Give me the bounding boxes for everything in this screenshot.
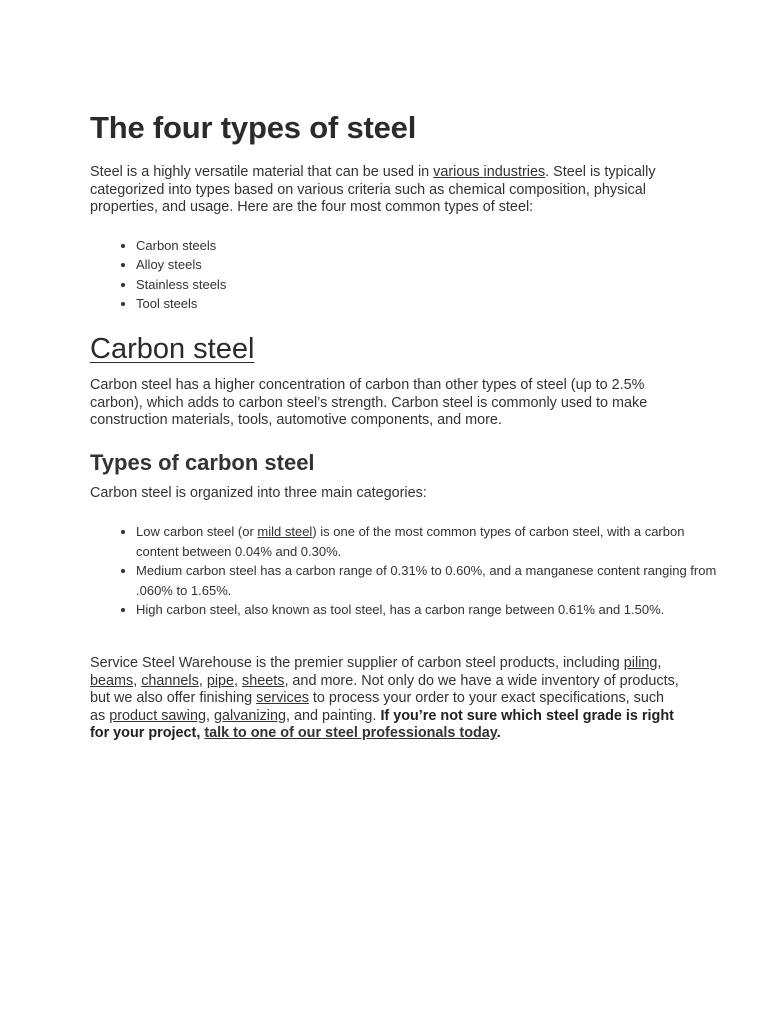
types-description: Carbon steel is organized into three main categories: bbox=[90, 485, 427, 501]
steel-types-list bbox=[90, 236, 226, 313]
list-item: • Tool steels bbox=[136, 294, 226, 313]
closing-text: to process your order to your exact specifications, such as bbox=[90, 690, 665, 724]
bold-text: If you’re not sure which steel grade is right for your project, bbox=[90, 707, 674, 741]
list-item-low-carbon bbox=[136, 522, 726, 561]
closing-text: , and more. Not only do we have a wide inventory of products, but we also offer finishing bbox=[90, 672, 679, 706]
talk-to-professionals-link[interactable]: talk to one of our steel professionals today bbox=[204, 725, 497, 741]
services-link[interactable]: services bbox=[256, 690, 309, 706]
separator: , bbox=[133, 672, 142, 689]
sheets-link[interactable]: sheets bbox=[242, 672, 285, 689]
period: . bbox=[496, 725, 501, 741]
channels-link[interactable]: channels bbox=[141, 672, 199, 689]
separator: , bbox=[198, 672, 207, 689]
various-industries-link[interactable]: various industries bbox=[433, 164, 546, 180]
closing-paragraph bbox=[90, 655, 680, 743]
closing-text: , and painting. bbox=[286, 707, 381, 724]
low-carbon-text-end: ) is one of the most common types of carbon steel, with a carbon content between 0.04% and 0.30%. bbox=[136, 524, 685, 559]
list-item-medium-carbon: • Medium carbon steel has a carbon range of 0.31% to 0.60%, and a manganese content ranging from .060% to 1.65%. bbox=[136, 561, 726, 600]
pipe-link[interactable]: pipe bbox=[206, 672, 235, 689]
list-item: • Alloy steels bbox=[136, 255, 226, 274]
types-of-carbon-steel-heading: Types of carbon steel bbox=[90, 450, 315, 475]
closing-text: Service Steel Warehouse is the premier supplier of carbon steel products, including bbox=[90, 655, 624, 671]
list-item: • Stainless steels bbox=[136, 275, 226, 294]
carbon-categories-list bbox=[90, 522, 726, 620]
mild-steel-link[interactable]: mild steel bbox=[257, 524, 313, 539]
beams-link[interactable]: beams bbox=[90, 672, 134, 689]
low-carbon-text: Low carbon steel (or bbox=[136, 524, 258, 539]
separator: , bbox=[234, 672, 243, 689]
separator: , bbox=[206, 707, 214, 724]
list-item-high-carbon: • High carbon steel, also known as tool steel, has a carbon range between 0.61% and 1.50%. bbox=[136, 600, 726, 620]
carbon-steel-description: Carbon steel has a higher concentration of carbon than other types of steel (up to 2.5% carbon), which adds to carbon steel’s strength. Carbon steel is commonly used to make construction materials, tools, automotive components, and more. bbox=[90, 377, 648, 428]
page-title: The four types of steel bbox=[90, 110, 417, 145]
piling-link[interactable]: piling bbox=[623, 655, 658, 671]
product-sawing-link[interactable]: product sawing bbox=[109, 707, 206, 724]
galvanizing-link[interactable]: galvanizing bbox=[214, 707, 287, 724]
list-item: • Carbon steels bbox=[136, 236, 226, 255]
separator: , bbox=[657, 655, 662, 671]
intro-text-end: . Steel is typically categorized into types based on various criteria such as chemical composition, physical properties, and usage. Here are the four most common types of steel: bbox=[90, 164, 656, 215]
carbon-steel-heading: Carbon steel bbox=[90, 333, 255, 365]
intro-text: Steel is a highly versatile material that can be used in bbox=[90, 164, 434, 180]
intro-paragraph bbox=[90, 164, 690, 217]
